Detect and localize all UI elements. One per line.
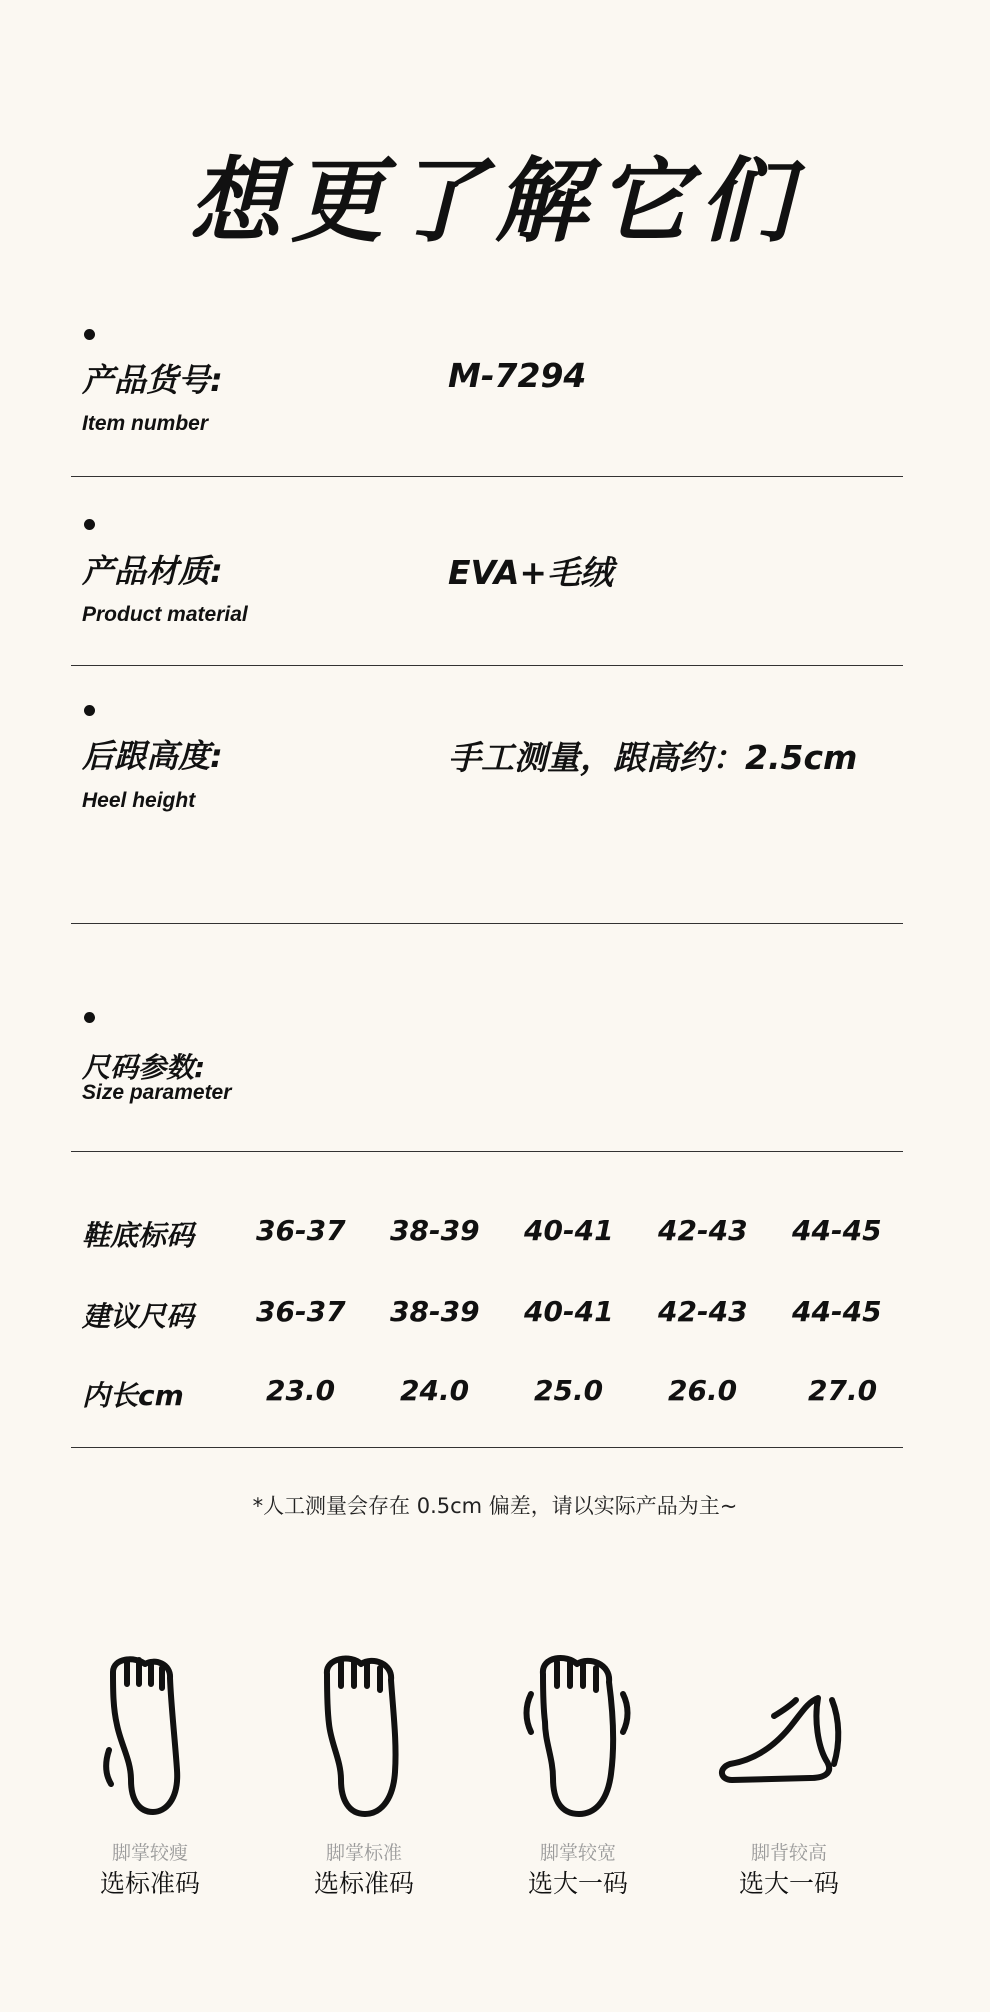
- foot-guide-main: 选大一码: [527, 1869, 628, 1898]
- size-table-cell: 26.0: [668, 1374, 738, 1407]
- size-table-row-head: 建议尺码: [82, 1300, 195, 1333]
- item-number-label: 产品货号:: [82, 361, 223, 399]
- divider: [71, 476, 903, 477]
- foot-guide-main: 选大一码: [738, 1869, 839, 1898]
- narrow-foot-icon: [75, 1650, 225, 1830]
- heel-height-label: 后跟高度:: [82, 737, 223, 775]
- size-parameter-label-en: Size parameter: [82, 1081, 232, 1104]
- heel-height-label-en: Heel height: [82, 789, 196, 812]
- heel-height-value: 手工测量，跟高约：2.5cm: [448, 738, 858, 777]
- high-instep-foot-icon: [714, 1650, 864, 1830]
- size-table-cell: 38-39: [390, 1295, 480, 1328]
- size-parameter-label: 尺码参数:: [82, 1051, 206, 1084]
- size-table-cell: 42-43: [658, 1295, 748, 1328]
- size-table-cell: 36-37: [256, 1295, 346, 1328]
- divider: [71, 1151, 903, 1152]
- wide-foot-icon: [503, 1650, 653, 1830]
- size-table-cell: 23.0: [266, 1374, 336, 1407]
- bullet: [84, 705, 95, 716]
- material-value: EVA+毛绒: [448, 553, 614, 592]
- size-table-cell: 42-43: [658, 1214, 748, 1247]
- size-table-cell: 25.0: [534, 1374, 604, 1407]
- size-table-cell: 36-37: [256, 1214, 346, 1247]
- size-table-cell: 40-41: [524, 1214, 614, 1247]
- bullet: [84, 329, 95, 340]
- measurement-note: *人工测量会存在 0.5cm 偏差，请以实际产品为主~: [252, 1494, 738, 1518]
- foot-guide-sub: 脚掌较瘦: [111, 1842, 188, 1864]
- size-table-cell: 38-39: [390, 1214, 480, 1247]
- foot-guide-sub: 脚背较高: [750, 1842, 827, 1864]
- item-number-label-en: Item number: [82, 412, 209, 435]
- size-table-cell: 24.0: [400, 1374, 470, 1407]
- material-label-en: Product material: [82, 603, 248, 626]
- material-label: 产品材质:: [82, 552, 223, 590]
- size-table-row-head: 鞋底标码: [82, 1219, 195, 1252]
- size-table-cell: 44-45: [792, 1295, 882, 1328]
- size-table-row-head: 内长cm: [82, 1379, 184, 1412]
- size-table-cell: 27.0: [808, 1374, 878, 1407]
- divider: [71, 923, 903, 924]
- foot-guide-main: 选标准码: [99, 1869, 200, 1898]
- bullet: [84, 519, 95, 530]
- size-table-cell: 44-45: [792, 1214, 882, 1247]
- divider: [71, 1447, 903, 1448]
- standard-foot-icon: [289, 1650, 439, 1830]
- foot-guide-main: 选标准码: [313, 1869, 414, 1898]
- bullet: [84, 1012, 95, 1023]
- size-table-cell: 40-41: [524, 1295, 614, 1328]
- foot-guide-sub: 脚掌较宽: [539, 1842, 616, 1864]
- page-title: 想更了解它们: [188, 148, 801, 255]
- foot-guide-sub: 脚掌标准: [325, 1842, 402, 1864]
- divider: [71, 665, 903, 666]
- item-number-value: M-7294: [448, 356, 587, 395]
